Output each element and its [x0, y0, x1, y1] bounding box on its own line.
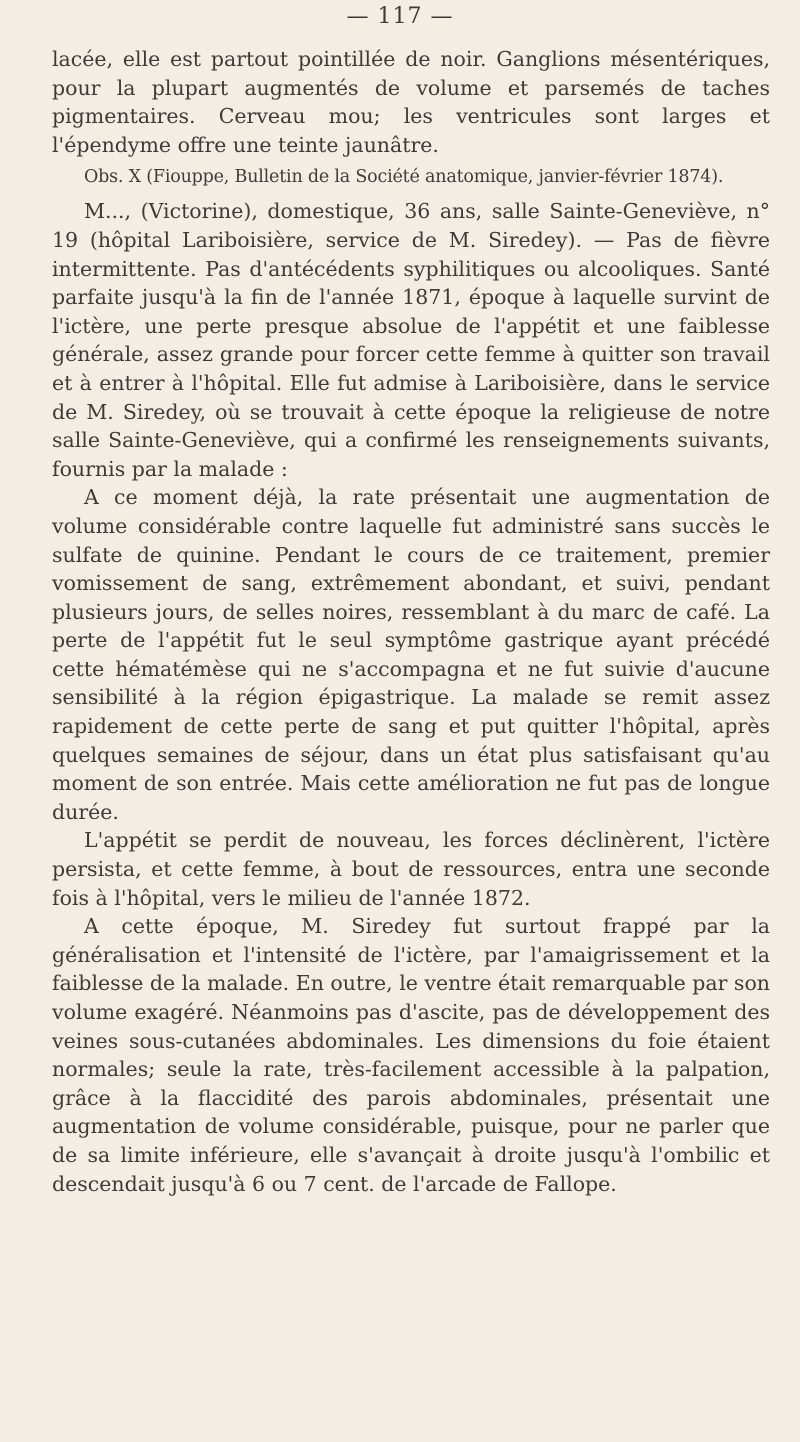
body-text [52, 45, 770, 1198]
paragraph-second-admission: A cette époque, M. Siredey fut surtout frappé par la généralisation et l'intensité de l'ictère, par l'amaigrissement et la faiblesse de la malade. En outre, le ventre était remarquable par son volume exagéré. Néanmoins pas d'ascite, pas de développement des veines sous-cutanées abdominales. Les dimensions du foie étaient normales; seule la rate, très-facilement accessible à la palpation, grâce à la flaccidité des parois abdominales, présentait une augmentation de volume considérable, puisque, pour ne parler que de sa limite inférieure, elle s'avançait à droite jusqu'à l'ombilic et descendait jusqu'à 6 ou 7 cent. de l'arcade de Fallope. [52, 914, 770, 1196]
paragraph-relapse: L'appétit se perdit de nouveau, les forces déclinèrent, l'ictère persista, et cette femme, à bout de ressources, entra une seconde fois à l'hôpital, vers le milieu de l'année 1872. [52, 828, 770, 910]
page-number: — 117 — [346, 4, 454, 29]
paragraph-first-hematemesis: A ce moment déjà, la rate présentait une augmentation de volume considérable contre laquelle fut administré sans succès le sulfate de quinine. Pendant le cours de ce traitement, premier vomissement de sang, extrêmement abondant, et suivi, pendant plusieurs jours, de selles noires, ressemblant à du marc de café. La perte de l'appétit fut le seul symptôme gastrique ayant précédé cette hématémèse qui ne s'accompagna et ne fut suivie d'aucune sensibilité à la région épigastrique. La malade se remit assez rapidement de cette perte de sang et put quitter l'hôpital, après quelques semaines de séjour, dans un état plus satisfaisant qu'au moment de son entrée. Mais cette amélioration ne fut pas de longue durée. [52, 485, 770, 824]
paragraph-patient-history: M..., (Victorine), domestique, 36 ans, salle Sainte-Geneviève, n° 19 (hôpital Lariboisière, service de M. Siredey). — Pas de fièvre intermittente. Pas d'antécédents syphilitiques ou alcooliques. Santé parfaite jusqu'à la fin de l'année 1871, époque à laquelle survint de l'ictère, une perte presque absolue de l'appétit et une faiblesse générale, assez grande pour forcer cette femme à quitter son travail et à entrer à l'hôpital. Elle fut admise à Lariboisière, dans le service de M. Siredey, où se trouvait à cette époque la religieuse de notre salle Sainte-Geneviève, qui a confirmé les renseignements suivants, fournis par la malade : [52, 199, 770, 481]
observation-heading: Obs. X (Fiouppe, Bulletin de la Société anatomique, janvier-février 1874). [84, 167, 724, 188]
paragraph-autopsy-end: lacée, elle est partout pointillée de noir. Ganglions mésentériques, pour la plupart augmentés de volume et parsemés de taches pigmentaires. Cerveau mou; les ventricules sont larges et l'épendyme offre une teinte jaunâtre. [52, 47, 770, 157]
